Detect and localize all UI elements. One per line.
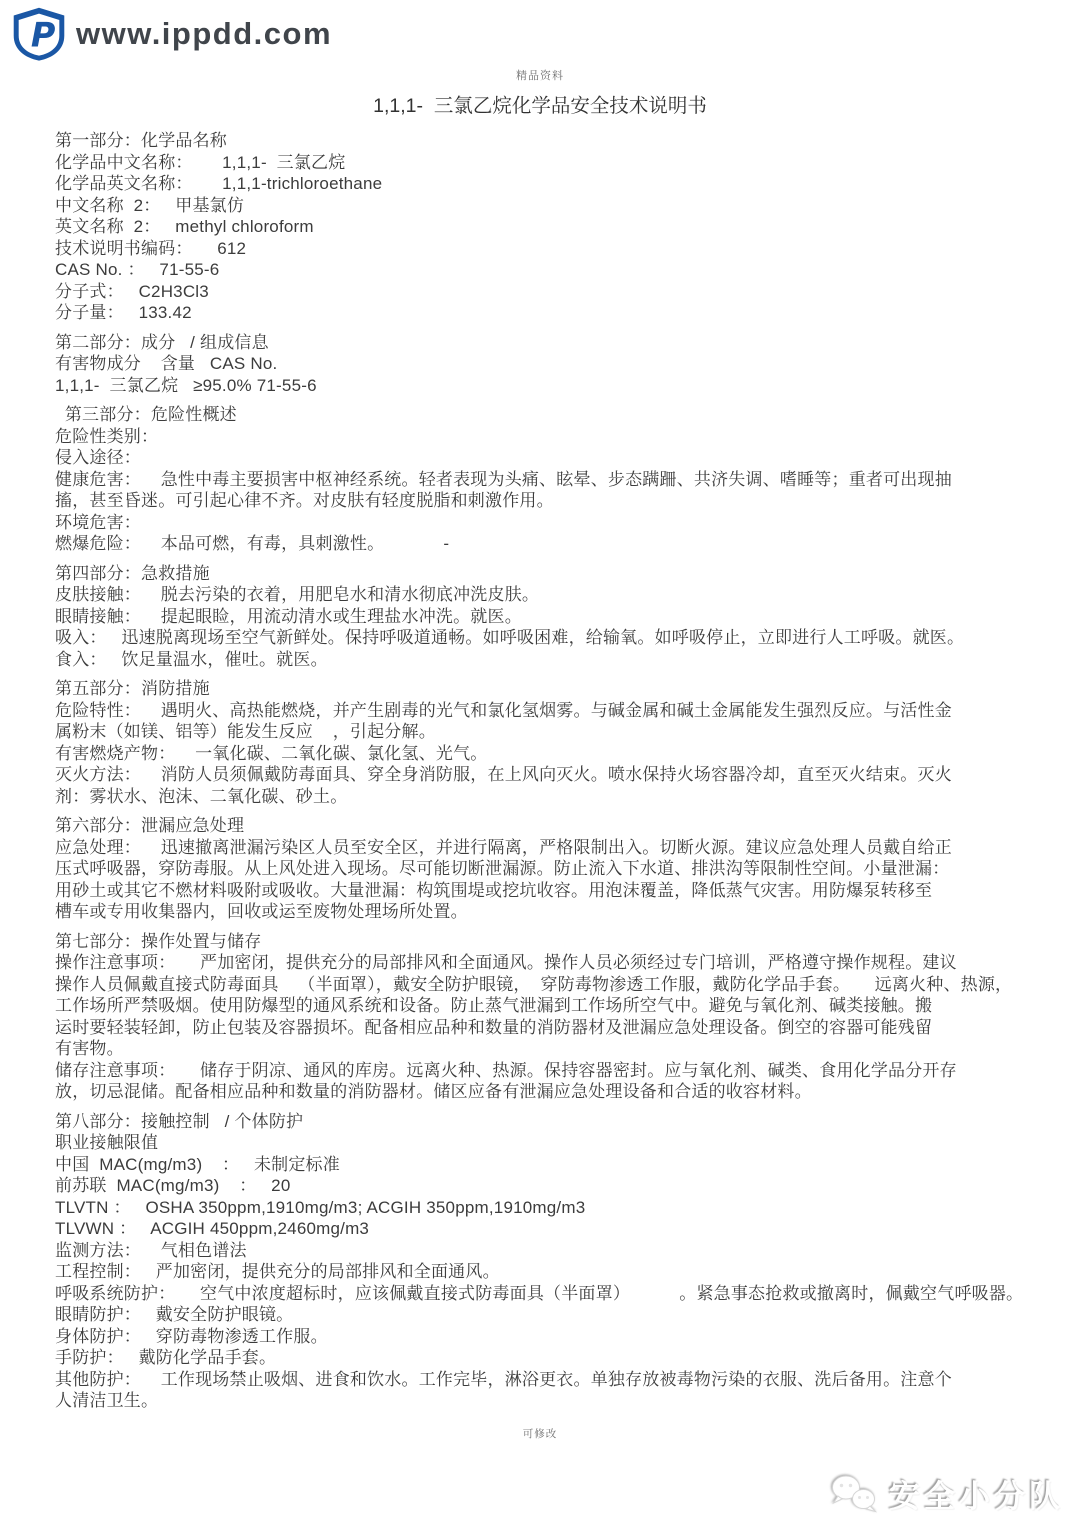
doc-line: 操作人员佩戴直接式防毒面具 （半面罩），戴安全防护眼镜， 穿防毒物渗透工作服，戴防化学品手套。 远离火种、热源，	[55, 974, 1013, 994]
shield-p-logo-icon	[10, 6, 68, 62]
doc-footer-note: 可修改	[522, 1427, 558, 1440]
doc-line: 前苏联 MAC(mg/m3) ： 20	[55, 1176, 291, 1195]
doc-line: 有害物成分 含量 CAS No.	[55, 354, 278, 373]
doc-line: 有害物。	[55, 1039, 124, 1058]
doc-line: 灭火方法： 消防人员须佩戴防毒面具、穿全身消防服，在上风向灭火。喷水保持火场容器冷却，直至灭火结束。灭火	[55, 765, 952, 784]
doc-line: 皮肤接触： 脱去污染的衣着，用肥皂水和清水彻底冲洗皮肤。	[55, 585, 540, 604]
doc-line: 工作场所严禁吸烟。使用防爆型的通风系统和设备。防止蒸气泄漏到工作场所空气中。避免与氧化剂、碱类接触。搬	[55, 996, 933, 1015]
doc-line: 危险特性： 遇明火、高热能燃烧，并产生剧毒的光气和氯化氢烟雾。与碱金属和碱土金属能发生强烈反应。与活性金	[55, 700, 952, 720]
section-heading: 第一部分：化学品名称	[55, 131, 227, 150]
doc-line: 化学品英文名称： 1,1,1-trichloroethane	[55, 174, 383, 193]
doc-line: 技术说明书编码： 612	[55, 238, 247, 258]
doc-line: 搐，甚至昏迷。可引起心律不齐。对皮肤有轻度脱脂和刺激作用。	[55, 491, 554, 510]
doc-line: 放，切忌混储。配备相应品种和数量的消防器材。储区应备有泄漏应急处理设备和合适的收容材料。	[55, 1082, 812, 1101]
doc-line: 健康危害： 急性中毒主要损害中枢神经系统。轻者表现为头痛、眩晕、步态蹒跚、共济失调、嗜睡等；重者可出现抽	[55, 469, 952, 489]
doc-line: 食入： 饮足量温水，催吐。就医。	[55, 649, 328, 669]
msds-document	[0, 62, 1080, 1441]
doc-line: 工程控制： 严加密闭，提供充分的局部排风和全面通风。	[55, 1262, 500, 1281]
doc-line: 呼吸系统防护： 空气中浓度超标时，应该佩戴直接式防毒面具（半面罩） 。紧急事态抢救或撤离时，佩戴空气呼吸器。	[55, 1283, 1024, 1303]
section-heading: 第七部分：操作处置与储存	[55, 931, 262, 951]
doc-kicker: 精品资料	[516, 70, 564, 82]
doc-line: 眼睛防护： 戴安全防护眼镜。	[55, 1305, 294, 1324]
doc-body	[55, 130, 1038, 1412]
doc-line: 眼睛接触： 提起眼睑，用流动清水或生理盐水冲洗。就医。	[55, 606, 522, 626]
section-heading: 第八部分：接触控制 / 个体防护	[55, 1111, 304, 1131]
site-url[interactable]: www.ippdd.com	[76, 16, 333, 51]
site-logo[interactable]	[10, 6, 332, 62]
doc-line: 环境危害：	[55, 512, 141, 532]
watermark-label: 安全小分队	[889, 1479, 1064, 1514]
doc-line: 运时要轻装轻卸，防止包装及容器损坏。配备相应品种和数量的消防器材及泄漏应急处理设备。倒空的容器可能残留	[55, 1017, 933, 1037]
doc-line: TLVWN ： ACGIH 450ppm,2460mg/m3	[55, 1219, 370, 1238]
doc-line: 化学品中文名称： 1,1,1- 三氯乙烷	[55, 152, 346, 172]
doc-line: 属粉末（如镁、铝等）能发生反应 ，引起分解。	[55, 722, 436, 741]
doc-line: 槽车或专用收集器内，回收或运至废物处理场所处置。	[55, 902, 468, 921]
section-heading: 第五部分：消防措施	[55, 679, 210, 698]
doc-line: 侵入途径：	[55, 448, 141, 467]
doc-line: 监测方法： 气相色谱法	[55, 1240, 247, 1260]
wechat-icon	[829, 1473, 879, 1515]
doc-line: 身体防护： 穿防毒物渗透工作服。	[55, 1326, 328, 1346]
doc-line: 有害燃烧产物： 一氧化碳、二氧化碳、氯化氢、光气。	[55, 743, 488, 763]
section-heading: 第二部分：成分 / 组成信息	[55, 332, 269, 352]
doc-line: 操作注意事项： 严加密闭，提供充分的局部排风和全面通风。操作人员必须经过专门培训，严格遵守操作规程。建议	[55, 953, 957, 972]
section-heading: 第四部分：急救措施	[55, 563, 210, 583]
doc-line: 用砂土或其它不燃材料吸附或吸收。大量泄漏：构筑围堤或挖坑收容。用泡沫覆盖，降低蒸气灾害。用防爆泵转移至	[55, 880, 933, 900]
watermark	[829, 1471, 1064, 1516]
doc-line: 中文名称 2： 甲基氯仿	[55, 195, 245, 215]
doc-line: 危险性类别：	[55, 426, 159, 446]
doc-line: 应急处理： 迅速撤离泄漏污染区人员至安全区，并进行隔离，严格限制出入。切断火源。建议应急处理人员戴自给正	[55, 837, 952, 857]
doc-line: 职业接触限值	[55, 1133, 159, 1152]
doc-line: 其他防护： 工作现场禁止吸烟、进食和饮水。工作完毕，淋浴更衣。单独存放被毒物污染的衣服、洗后备用。注意个	[55, 1369, 952, 1389]
doc-line: 中国 MAC(mg/m3) ： 未制定标准	[55, 1154, 340, 1174]
doc-line: 剂：雾状水、泡沫、二氧化碳、砂土。	[55, 786, 348, 806]
doc-line: 储存注意事项： 储存于阴凉、通风的库房。远离火种、热源。保持容器密封。应与氧化剂、碱类、食用化学品分开存	[55, 1060, 957, 1080]
doc-line: TLVTN ： OSHA 350ppm,1910mg/m3; ACGIH 350ppm,1910mg/m3	[55, 1197, 586, 1217]
doc-line: 压式呼吸器，穿防毒服。从上风处进入现场。尽可能切断泄漏源。防止流入下水道、排洪沟等限制性空间。小量泄漏：	[55, 859, 950, 878]
doc-line: 人清洁卫生。	[55, 1391, 159, 1410]
doc-line: 手防护： 戴防化学品手套。	[55, 1348, 277, 1367]
section-heading: 第六部分：泄漏应急处理	[55, 816, 245, 835]
doc-line: 燃爆危险： 本品可燃，有毒，具刺激性。 -	[55, 534, 450, 553]
doc-line: 1,1,1- 三氯乙烷 ≥95.0% 71-55-6	[55, 375, 317, 395]
doc-title: 1,1,1- 三氯乙烷化学品安全技术说明书	[373, 95, 707, 117]
section-heading: 第三部分：危险性概述	[55, 405, 237, 424]
svg-text:P: P	[30, 15, 56, 55]
doc-line: 分子量： 133.42	[55, 303, 192, 322]
doc-line: 分子式： C2H3Cl3	[55, 281, 209, 301]
doc-line: 吸入： 迅速脱离现场至空气新鲜处。保持呼吸道通畅。如呼吸困难，给输氧。如呼吸停止，立即进行人工呼吸。就医。	[55, 628, 965, 647]
doc-line: CAS No. ： 71-55-6	[55, 260, 220, 279]
doc-line: 英文名称 2： methyl chloroform	[55, 217, 314, 236]
